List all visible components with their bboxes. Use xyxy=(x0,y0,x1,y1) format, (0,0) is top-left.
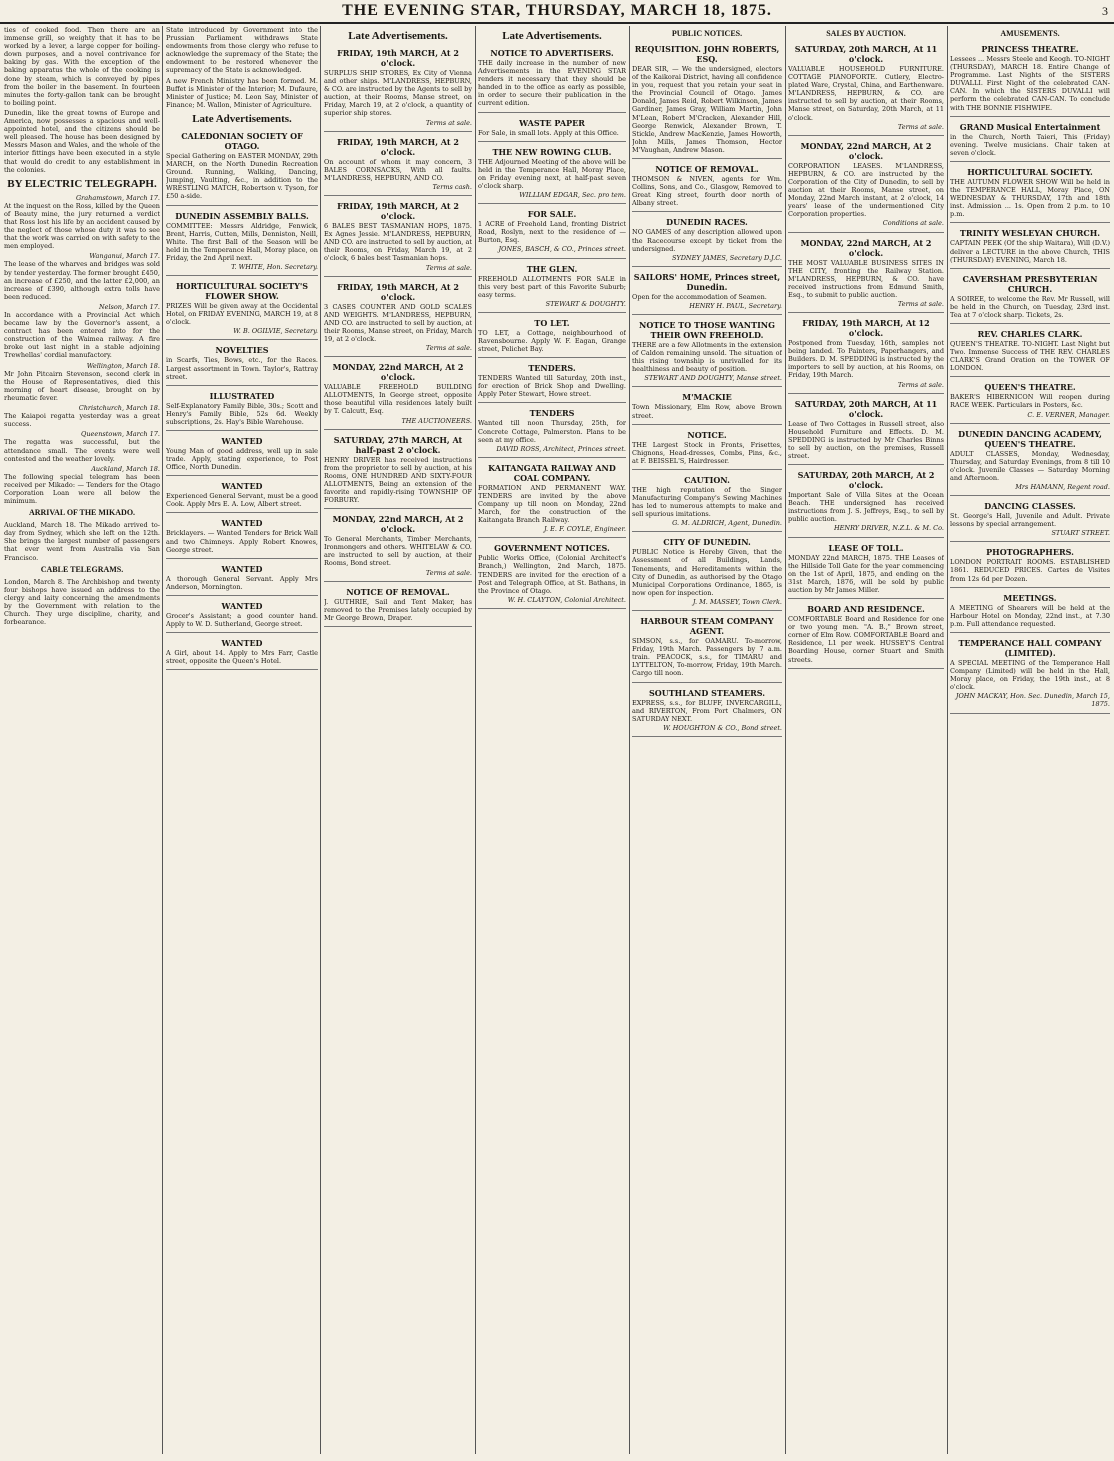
ad-heading: M'MACKIE xyxy=(682,392,732,403)
ad-heading: DUNEDIN RACES. xyxy=(666,217,748,228)
ad-body: TO LET, a Cottage, neighbourhood of Ravensbourne. Apply W. F. Eagan, Grange street, Pelichet Bay. xyxy=(478,328,626,354)
ad-body: EXPRESS, s.s., for BLUFF, INVERCARGILL, and RIVERTON, From Port Chalmers, ON SATURDAY NEXT. xyxy=(632,698,782,723)
ad-signature: DAVID ROSS, Architect, Princes street. xyxy=(496,444,626,453)
section-heading: AMUSEMENTS. xyxy=(1000,29,1060,38)
ad-body: QUEEN'S THEATRE. TO-NIGHT. Last Night but Two. Immense Success of THE REV. CHARLES CLARK'S Grand Oration on the TOWER OF LONDON. xyxy=(950,339,1110,373)
ad-heading: DUNEDIN DANCING ACADEMY, QUEEN'S THEATRE. xyxy=(958,428,1102,449)
telegraph-text: The lease of the wharves and bridges was sold by tender yesterday. The former brought £450, an increase of £250, and the latter £2,000, an increase of £390, although extra tolls have been reduced. xyxy=(4,260,160,301)
ad-body: Experienced General Servant, must be a good Cook. Apply Mrs E. A. Low, Albert street. xyxy=(166,492,318,509)
ad-body: THE Adjourned Meeting of the above will be held in the Temperance Hall, Moray Place, on Friday evening next, at half-past seven o'clock sharp. xyxy=(478,157,626,190)
ad-body: A Girl, about 14. Apply to Mrs Farr, Castle street, opposite the Queen's Hotel. xyxy=(166,649,318,666)
advertisement xyxy=(632,428,782,470)
column-auctions xyxy=(788,26,944,1454)
article-text: Dunedin, like the great towns of Europe and America, now possesses a spacious and well-appointed hotel, and the citizens should be well pleased. The house has been designed by Messrs Mason and Wales, and the whole of the interior fittings have been executed in a style that would do credit to any establishment in the colonies. xyxy=(4,108,160,174)
telegraph-text: Mr John Pitcairn Stevenson, second clerk in the House of Representatives, died this morning of heart disease, brought on by rheumatic fever. xyxy=(4,369,160,402)
advertisement xyxy=(478,461,626,539)
ad-body: 3 CASES COUNTER AND GOLD SCALES AND WEIGHTS. M'LANDRESS, HEPBURN, AND CO. are instructed to sell by auction, at their Rooms, Manse street, on Friday, March 19, at 2 o'clock. xyxy=(324,302,472,343)
advertisement xyxy=(950,591,1110,633)
ad-signature: HENRY H. PAUL, Secretary. xyxy=(689,301,782,310)
dateline: Wellington, March 18. xyxy=(86,361,160,370)
advertisement xyxy=(788,541,944,599)
ad-signature: J. E. F. COYLE, Engineer. xyxy=(543,525,626,534)
advertisement xyxy=(950,42,1110,117)
advertisement xyxy=(632,215,782,266)
section-heading: ARRIVAL OF THE MIKADO. xyxy=(28,508,136,518)
ad-heading: NOTICE OF REMOVAL. xyxy=(346,586,450,597)
ad-body: Wanted till noon Thursday, 25th, for Concrete Cottage, Palmerston. Plans to be seen at my office. xyxy=(478,419,626,444)
ad-signature: Terms at sale. xyxy=(425,568,472,577)
ad-heading: LEASE OF TOLL. xyxy=(828,542,904,553)
advertisement xyxy=(166,279,318,340)
advertisement xyxy=(478,46,626,113)
advertisement xyxy=(166,434,318,476)
ad-heading: DUNEDIN ASSEMBLY BALLS. xyxy=(175,210,309,221)
ad-heading: THE GLEN. xyxy=(526,263,578,274)
ad-body: To General Merchants, Timber Merchants, Ironmongers and others. WHITELAW & CO. are instructed to sell by auction, at their Rooms, Bond street. xyxy=(324,535,472,568)
ad-body: Young Man of good address, well up in sale trade. Apply, stating experience, to Post Office, North Dunedin. xyxy=(166,447,318,472)
section-heading: Late Advertisements. xyxy=(502,30,602,42)
dateline: Auckland, March 18. xyxy=(91,464,160,473)
ad-list xyxy=(950,42,1110,714)
advertisement xyxy=(324,433,472,510)
ad-heading: WANTED xyxy=(221,481,263,492)
ad-heading: FRIDAY, 19th MARCH, At 2 o'clock. xyxy=(337,201,459,222)
ad-signature: STEWART & DOUGHTY. xyxy=(545,299,626,308)
ad-heading: MONDAY, 22nd MARCH, At 2 o'clock. xyxy=(332,362,464,383)
ad-list xyxy=(478,46,626,609)
ad-body: J. GUTHRIE, Sail and Tent Maker, has removed to the Premises lately occupied by Mr George Brown, Draper. xyxy=(324,597,472,622)
ad-signature: W. B. OGILVIE, Secretary. xyxy=(233,327,318,336)
advertisement xyxy=(632,614,782,682)
advertisement xyxy=(478,406,626,457)
advertisement xyxy=(632,535,782,611)
advertisement xyxy=(950,636,1110,714)
section-heading: CABLE TELEGRAMS. xyxy=(40,564,124,574)
ad-body: NO GAMES of any description allowed upon the Racecourse except by ticket from the undersigned. xyxy=(632,228,782,253)
ad-heading: THE NEW ROWING CLUB. xyxy=(492,146,612,157)
ad-heading: FRIDAY, 19th MARCH, At 2 o'clock. xyxy=(337,48,459,68)
ad-heading: GRAND Musical Entertainment xyxy=(959,121,1101,132)
advertisement xyxy=(166,516,318,558)
ad-body: BAKER'S HIBERNICON Will reopen during RACE WEEK. Particulars in Posters, &c. xyxy=(950,393,1110,410)
ad-signature: JONES, BASCH, & CO., Princes street. xyxy=(498,245,626,254)
ad-body: HENRY DRIVER has received instructions from the proprietor to sell by auction, at his Rooms, ONE HUNDRED AND SIXTY-FOUR ALLOTMENTS, Being an extension of the favorite and rapidly-rising TOWNSHIP OF FORBURY. xyxy=(324,455,472,505)
ad-signature: Terms at sale. xyxy=(897,122,944,131)
advertisement xyxy=(632,270,782,315)
ad-heading: SAILORS' HOME, Princes street, Dunedin. xyxy=(633,271,781,292)
ad-heading: TEMPERANCE HALL COMPANY (LIMITED). xyxy=(958,637,1102,658)
telegraph-item xyxy=(4,465,160,505)
ad-signature: Terms at sale. xyxy=(425,344,472,353)
column-rule xyxy=(320,26,321,1454)
advertisement xyxy=(478,262,626,313)
ad-body: ADULT CLASSES, Monday, Wednesday, Thursday, and Saturday Evenings, from 8 till 10 o'clock. Juvenile Classes — Saturday Morning and Afternoon. xyxy=(950,449,1110,482)
ad-body: CAPTAIN PEEK (Of the ship Waitara), Will (D.V.) deliver a LECTURE in the above Church, THIS (THURSDAY) EVENING, March 18. xyxy=(950,239,1110,264)
column-news-ads xyxy=(166,26,318,1454)
ad-body: THE Largest Stock in Fronts, Frisettes, Chignons, Head-dresses, Combs, Pins, &c., at F. BEISSEL'S, Hairdresser. xyxy=(632,440,782,465)
ad-heading: WANTED xyxy=(221,436,263,446)
ad-body: Self-Explanatory Family Bible, 30s.; Scott and Henry's Family Bible, 52s 6d. Weekly subscriptions, 2s. Hay's Bible Warehouse. xyxy=(166,401,318,426)
ad-body: FREEHOLD ALLOTMENTS FOR SALE in this very best part of this Favorite Suburb; easy terms. xyxy=(478,274,626,299)
ad-body: A SOIREE, to welcome the Rev. Mr Russell, will be held in the Church, on Tuesday, 23rd inst. Tea at 7 o'clock sharp. Tickets, 2s. xyxy=(950,294,1110,319)
telegraph-list xyxy=(4,194,160,505)
ad-heading: TRINITY WESLEYAN CHURCH. xyxy=(959,228,1101,239)
article-text: A new French Ministry has been formed. M. Buffet is Minister of the Interior; M. Dufaure, Minister of Justice; M. Leon Say, Minister of Finance; M. Wallon, Minister of Agriculture. xyxy=(166,76,318,109)
column-news xyxy=(4,26,160,1454)
ad-body: St. George's Hall, Juvenile and Adult. Private lessons by special arrangement. xyxy=(950,512,1110,529)
advertisement xyxy=(478,541,626,609)
ad-signature: Terms at sale. xyxy=(897,299,944,308)
ad-heading: CAUTION. xyxy=(684,474,730,485)
advertisement xyxy=(632,42,782,159)
section-heading: PUBLIC NOTICES. xyxy=(671,29,743,38)
ad-heading: FOR SALE. xyxy=(527,209,577,220)
telegraph-text: The Kaiapoi regatta yesterday was a great success. xyxy=(4,412,160,429)
ad-body: COMFORTABLE Board and Residence for one or two young men. "A. B.," Brown street, corner of Elm Row. COMFORTABLE Board and Residence, L1 per week. HUSSEY'S Central Boarding House, corner Stuart and Smith streets. xyxy=(788,615,944,664)
telegraph-item xyxy=(4,194,160,251)
ad-body: FORMATION AND PERMANENT WAY. TENDERS are invited by the above Company up till noon on Monday, 22nd March, for the construction of the Kaitangata Branch Railway. xyxy=(478,483,626,525)
ad-heading: QUEEN'S THEATRE. xyxy=(984,382,1076,393)
advertisement xyxy=(950,120,1110,162)
column-rule xyxy=(947,26,948,1454)
ad-body: VALUABLE HOUSEHOLD FURNITURE. COTTAGE PIANOFORTE. Cutlery, Electro-plated Ware, Crystal, China, and Earthenware. M'LANDRESS, HEPBURN, & CO. are instructed to sell by auction, at their Rooms, Manse street, on Saturday, 20th March, at 11 o'clock. xyxy=(788,65,944,122)
ad-body: Important Sale of Villa Sites at the Ocean Beach. THE undersigned has received instructions from J. S. Jeffreys, Esq., to sell by public auction. xyxy=(788,491,944,524)
ad-heading: REQUISITION. JOHN ROBERTS, ESQ. xyxy=(634,44,780,64)
ad-heading: FRIDAY, 19th MARCH, At 12 o'clock. xyxy=(802,318,930,339)
advertisement xyxy=(324,199,472,277)
ad-heading: SATURDAY, 20th MARCH, At 11 o'clock. xyxy=(794,398,938,419)
ad-body: SURPLUS SHIP STORES, Ex City of Vienna and other ships. M'LANDRESS, HEPBURN, & CO. are instructed by the Agents to sell by auction, at their Rooms, Manse street, on Friday, March 19, at 2 o'clock, a quantity of superior ship stores. xyxy=(324,69,472,118)
ad-heading: NOTICE TO THOSE WANTING THEIR OWN FREEHOLD. xyxy=(639,319,775,340)
ad-body: THOMSON & NIVEN, agents for Wm. Collins, Sons, and Co., Glasgow, Removed to Great King street, fourth door north of Albany street. xyxy=(632,175,782,208)
ad-body: DEAR SIR, — We the undersigned, electors of the Kaikorai District, having all confidence in you, request that you retain your seat in the Provincial Council of Otago. James Donald, James Reid, Robert Wilkinson, James Gardiner, James Gray, William Martin, John M'Lean, Robert M'Cracken, Alexander Hill, George Renwick, Alexander Brown, T. Stickle, Andrew MacKenzie, James Howorth, John Mills, James Thomson, Hector M'Vaughan, Andrew Mason. xyxy=(632,65,782,154)
advertisement xyxy=(950,272,1110,324)
newspaper-title: THE EVENING STAR, THURSDAY, MARCH 18, 1875. xyxy=(342,2,772,19)
ad-body: THE high reputation of the Singer Manufacturing Company's Sewing Machines has led to numerous attempts to make and sell spurious imitations. xyxy=(632,485,782,519)
telegraph-item xyxy=(4,252,160,301)
advertisement xyxy=(788,316,944,394)
ad-signature: W. H. CLAYTON, Colonial Architect. xyxy=(507,595,626,604)
advertisement xyxy=(950,327,1110,377)
ad-heading: WANTED xyxy=(221,518,263,529)
advertisement xyxy=(166,599,318,633)
ad-heading: BOARD AND RESIDENCE. xyxy=(807,604,925,615)
ad-body: in Scarfs, Ties, Bows, etc., for the Races. Largest assortment in Town. Taylor's, Rattray street. xyxy=(166,356,318,381)
advertisement xyxy=(166,343,318,385)
ad-heading: NOTICE TO ADVERTISERS. xyxy=(490,48,614,58)
article-text: State introduced by Government into the Prussian Parliament withdraws State endowments from those clergy who refuse to acknowledge the supremacy of the State; the endowment to be restored whenever the supremacy of the State is acknowledged. xyxy=(166,26,318,75)
article-text: ties of cooked food. Then there are an immense grill, so weighty that it has to be worked by a lever, a large copper for boiling-down purposes, and a novel contrivance for baking by gas. With the exception of the baking apparatus the whole of the cooking is done by steam, which is conveyed by pipes from the boiler in the basement. In fourteen minutes the forty-gallon tank can be brought to boiling point. xyxy=(4,26,160,107)
ad-body: Special Gathering on EASTER MONDAY, 29th MARCH, on the North Dunedin Recreation Ground. Running, Walking, Dancing, Jumping, Vaulting, &c., in addition to the WRESTLING MATCH, Robertson v. Tyson, for £50 a-side. xyxy=(166,151,318,201)
ad-body: A thorough General Servant. Apply Mrs Anderson, Mornington. xyxy=(166,574,318,591)
ad-body: LONDON PORTRAIT ROOMS. ESTABLISHED 1861. REDUCED PRICES. Cartes de Visites from 12s 6d per Dozen. xyxy=(950,558,1110,583)
advertisement xyxy=(632,390,782,424)
ad-body: COMMITTEE: Messrs Aldridge, Fenwick, Brent, Harris, Cutten, Mills, Denniston, Neill, White. The first Ball of the Season will be held in the Temperance Hall, Moray place, on Friday, the 2nd April next. xyxy=(166,221,318,262)
ad-body: Lease of Two Cottages in Russell street, also Household Furniture and Effects. D. M. SPEDDING is instructed by Mr Charles Binns to sell by auction, on the premises, Russell street. xyxy=(788,419,944,460)
telegraph-item xyxy=(4,430,160,462)
column-rule xyxy=(629,26,630,1454)
ad-heading: FRIDAY, 19th MARCH, At 2 o'clock. xyxy=(337,136,459,157)
article-text: London, March 8. The Archbishop and twenty four bishops have issued an address to the clergy and laity concerning the amendments by the Government with relation to the Church. They urge discipline, charity, and forbearance. xyxy=(4,577,160,627)
ad-body: THE AUTUMN FLOWER SHOW Will be held in the TEMPERANCE HALL, Moray Place, ON WEDNESDAY & THURSDAY, 17th and 18th inst. Admission ... 1s. Open from 2 p.m. to 10 p.m. xyxy=(950,177,1110,219)
ad-signature: WILLIAM EDGAR, Sec. pro tem. xyxy=(519,191,626,200)
ad-body: PUBLIC Notice is Hereby Given, that the Assessment of all Buildings, Lands, Tenements, and Hereditaments within the City of Dunedin, as authorised by the Otago Municipal Corporations Ordinance, 1865, is now open for inspection. xyxy=(632,548,782,597)
advertisement xyxy=(950,545,1110,587)
ad-body: Lessees ... Messrs Steele and Keogh. TO-NIGHT (THURSDAY), MARCH 18. Entire Change of Programme. Last Nights of the SISTERS DUVALLI. First Night of the celebrated CAN-CAN. In which the SISTERS DUVALLI will perform the celebrated CAN-CAN. To conclude with THE BONNIE FISHWIFE. xyxy=(950,55,1110,112)
ad-heading: NOVELTIES xyxy=(215,345,269,356)
ad-signature: SYDNEY JAMES, Secretary D.J.C. xyxy=(671,253,782,262)
ad-body: Bricklayers. — Wanted Tenders for Brick Wall and two Chimneys. Apply Robert Knowes, George street. xyxy=(166,529,318,554)
ad-list xyxy=(632,42,782,737)
ad-heading: SATURDAY, 20th MARCH, At 2 o'clock. xyxy=(797,470,935,491)
advertisement xyxy=(324,280,472,358)
ad-signature: STEWART AND DOUGHTY, Manse street. xyxy=(644,374,782,383)
ad-body: MONDAY 22nd MARCH, 1875. THE Leases of the Hillside Toll Gate for the year commencing on the 1st of April, 1875, and ending on the 31st March, 1876, will be sold by public auction by Mr James Miller. xyxy=(788,553,944,594)
ad-body: A SPECIAL MEETING of the Temperance Hall Company (Limited) will be held in the Hall, Moray place, on Friday, the 19th inst., at 8 o'clock. xyxy=(950,658,1110,692)
ad-signature: HENRY DRIVER, N.Z.L. & M. Co. xyxy=(833,524,944,533)
ad-signature: C. E. VERNER, Manager. xyxy=(1027,410,1110,419)
ad-heading: MEETINGS. xyxy=(1003,592,1057,603)
ad-heading: DANCING CLASSES. xyxy=(984,501,1076,512)
ad-body: CORPORATION LEASES. M'LANDRESS, HEPBURN, & CO. are instructed by the Corporation of the City of Dunedin, to sell by auction at their Rooms, Manse street, on Monday, 22nd March instant, at 2 o'clock, 14 years' lease of the undermentioned City Corporation properties. xyxy=(788,161,944,219)
ad-heading: HARBOUR STEAM COMPANY AGENT. xyxy=(640,616,774,637)
advertisement xyxy=(478,316,626,358)
ad-heading: SATURDAY, 20th MARCH, At 11 o'clock. xyxy=(794,44,938,64)
advertisement xyxy=(788,42,944,136)
dateline: Christchurch, March 18. xyxy=(78,404,160,413)
ad-signature: THE AUCTIONEERS. xyxy=(401,416,472,425)
ad-body: Grocer's Assistant; a good counter hand. Apply to W. D. Sutherland, George street. xyxy=(166,611,318,629)
section-heading: Late Advertisements. xyxy=(192,112,292,125)
ad-list xyxy=(788,42,944,669)
ad-heading: WANTED xyxy=(221,563,263,574)
ad-body: On account of whom it may concern, 3 BALES CORNSACKS, With all faults. M'LANDRESS, HEPBURN, AND CO. xyxy=(324,157,472,182)
ad-body: VALUABLE FREEHOLD BUILDING ALLOTMENTS, In George street, opposite those beautiful villa residences lately built by T. Calcutt, Esq. xyxy=(324,383,472,416)
advertisement xyxy=(632,686,782,737)
column-amusements xyxy=(950,26,1110,1454)
ad-heading: WANTED xyxy=(221,600,263,611)
advertisement xyxy=(478,207,626,258)
ad-heading: PRINCESS THEATRE. xyxy=(981,44,1079,54)
ad-signature: T. WHITE, Hon. Secretary. xyxy=(231,262,318,271)
ad-heading: HORTICULTURAL SOCIETY. xyxy=(967,166,1093,177)
ad-heading: SOUTHLAND STEAMERS. xyxy=(648,687,765,698)
ad-signature: W. HOUGHTON & CO., Bond street. xyxy=(663,723,782,732)
ad-signature: Terms at sale. xyxy=(425,118,472,127)
advertisement xyxy=(324,585,472,627)
advertisement xyxy=(950,427,1110,496)
ad-body: 6 BALES BEST TASMANIAN HOPS, 1875. Ex Agnes Jessie. M'LANDRESS, HEPBURN, AND CO. are instructed to sell by auction, at their Rooms, on Friday, March 19, at 2 o'clock, 6 bales best Tasmanian hops. xyxy=(324,222,472,263)
advertisement xyxy=(166,209,318,277)
advertisement xyxy=(478,361,626,403)
dateline: Nelson, March 17. xyxy=(98,302,160,311)
ad-body: in the Church, North Taieri, This (Friday) evening. Twelve musicians. Chair taken at seven o'clock. xyxy=(950,132,1110,157)
ad-signature: STUART STREET. xyxy=(1051,529,1110,538)
ad-list xyxy=(166,129,318,670)
ad-body: PRIZES Will be given away at the Occidental Hotel, on FRIDAY EVENING, MARCH 19, at 8 o'clock. xyxy=(166,302,318,327)
ad-body: 1 ACRE of Freehold Land, fronting District Road, Roslyn, next to the residence of — Burton, Esq. xyxy=(478,220,626,245)
ad-heading: REV. CHARLES CLARK. xyxy=(977,328,1083,339)
ad-list xyxy=(324,46,472,627)
advertisement xyxy=(632,473,782,532)
telegraph-text: In accordance with a Provincial Act which became law by the Governor's assent, a contract has been entered into for the construction of the Waimea railway. A fire broke out last night in a stable adjoining Trewhellas' cordial manufactory. xyxy=(4,311,160,360)
telegraph-text: The following special telegram has been received per Mikado: — Tenders for the Otago Corporation Loan were all below the minimum. xyxy=(4,472,160,506)
ad-heading: GOVERNMENT NOTICES. xyxy=(494,543,610,554)
section-heading: BY ELECTRIC TELEGRAPH. xyxy=(7,177,157,190)
column-rule xyxy=(162,26,163,1454)
column-public-notices xyxy=(632,26,782,1454)
ad-body: Open for the accommodation of Seamen. xyxy=(632,292,767,301)
ad-heading: ILLUSTRATED xyxy=(209,390,275,401)
article-text: Auckland, March 18. The Mikado arrived to-day from Sydney, which she left on the 12th. She brings the largest number of passengers that ever went from Australia via San Francisco. xyxy=(4,521,160,562)
ad-body: THERE are a few Allotments in the extension of Caldon remaining unsold. The situation of this rising township is unrivalled for its healthiness and beauty of position. xyxy=(632,340,782,374)
advertisement xyxy=(324,512,472,581)
ad-body: TENDERS Wanted till Saturday, 20th inst., for erection of Brick Shop and Dwelling. Apply Peter Stewart, Howe street. xyxy=(478,374,626,399)
ad-body: SIMSON, s.s., for OAMARU. To-morrow, Friday, 19th March. Passengers by 7 a.m. train. PEACOCK, s.s., for TIMARU and LYTTELTON, To-morrow, Friday, 19th March. Cargo till noon. xyxy=(632,637,782,678)
ad-body: Town Missionary, Elm Row, above Brown street. xyxy=(632,403,782,420)
advertisement xyxy=(950,499,1110,542)
dateline: Queenstown, March 17. xyxy=(80,430,160,439)
advertisement xyxy=(632,162,782,212)
ad-signature: Terms at sale. xyxy=(897,380,944,389)
advertisement xyxy=(950,380,1110,423)
section-heading: Late Advertisements. xyxy=(348,30,448,42)
ad-heading: MONDAY, 22nd MARCH, At 2 o'clock. xyxy=(800,140,932,161)
telegraph-item xyxy=(4,404,160,428)
telegraph-item xyxy=(4,303,160,360)
ad-heading: TO LET. xyxy=(534,317,570,328)
ad-signature: Terms cash. xyxy=(432,182,472,191)
advertisement xyxy=(166,129,318,206)
section-heading: SALES BY AUCTION. xyxy=(826,29,906,38)
ad-body: Public Works Office, (Colonial Architect's Branch,) Wellington, 2nd March, 1875. TENDERS are invited for the erection of a Post and Telegraph Office, at St. Bathans, in the Province of Otago. xyxy=(478,554,626,595)
column-late-ads xyxy=(324,26,472,1454)
advertisement xyxy=(166,636,318,670)
ad-heading: CALEDONIAN SOCIETY OF OTAGO. xyxy=(181,130,303,151)
ad-heading: TENDERS. xyxy=(528,363,576,374)
advertisement xyxy=(788,602,944,669)
ad-signature: JOHN MACKAY, Hon. Sec. Dunedin, March 15, 1875. xyxy=(955,692,1110,709)
ad-body: Postponed from Tuesday, 16th, samples not being landed. To Painters, Paperhangers, and Builders. D. M. SPEDDING is instructed by the importers to sell by auction, at his Rooms, on Friday, 19th March. xyxy=(788,339,944,380)
ad-heading: WASTE PAPER xyxy=(519,117,585,128)
column-rule xyxy=(475,26,476,1454)
advertisement xyxy=(788,139,944,233)
advertisement xyxy=(788,236,944,314)
ad-heading: NOTICE. xyxy=(687,429,727,440)
ad-heading: CITY OF DUNEDIN. xyxy=(663,537,751,548)
ad-heading: MONDAY, 22nd MARCH, At 2 o'clock. xyxy=(332,514,464,535)
ad-signature: Terms at sale. xyxy=(425,263,472,272)
ad-heading: MONDAY, 22nd MARCH, At 2 o'clock. xyxy=(800,237,932,258)
advertisement xyxy=(478,116,626,142)
advertisement xyxy=(632,318,782,387)
telegraph-text: At the inquest on the Ross, killed by the Queen of Beauty mine, the jury returned a verdict that Ross lost his life by an accident caused by the neglect of those whose duty it was to see that the work was carried on with safety to the men employed. xyxy=(4,201,160,251)
advertisement xyxy=(166,479,318,513)
ad-heading: TENDERS xyxy=(529,408,575,419)
ad-body: THE daily increase in the number of new Advertisements in the EVENING STAR renders it necessary that they should be handed in to the office as early as possible, in order to secure their publication in the current edition. xyxy=(478,59,626,108)
ad-heading: NOTICE OF REMOVAL. xyxy=(655,164,759,175)
dateline: Grahamstown, March 17. xyxy=(75,193,160,202)
telegraph-text: The regatta was successful, but the attendance small. The events were well contested and the weather lovely. xyxy=(4,438,160,463)
column-late-ads-2 xyxy=(478,26,626,1454)
masthead xyxy=(0,0,1114,24)
ad-signature: J. M. MASSEY, Town Clerk. xyxy=(692,597,782,606)
advertisement xyxy=(324,135,472,196)
ad-body: A MEETING of Shearers will be held at the Harbour Hotel on Monday, 22nd inst., at 7.30 p.m. Full attendance requested. xyxy=(950,603,1110,628)
ad-body: THE MOST VALUABLE BUSINESS SITES IN THE CITY, fronting the Railway Station. M'LANDRESS, HEPBURN, & CO. have received instructions from Edmund Smith, Esq., to submit to public auction. xyxy=(788,258,944,299)
ad-heading: WANTED xyxy=(221,638,263,649)
advertisement xyxy=(950,165,1110,223)
advertisement xyxy=(324,46,472,132)
ad-heading: FRIDAY, 19th MARCH, At 2 o'clock. xyxy=(337,281,459,302)
advertisement xyxy=(950,226,1110,268)
column-rule xyxy=(785,26,786,1454)
telegraph-item xyxy=(4,362,160,402)
advertisement xyxy=(788,397,944,465)
ad-heading: HORTICULTURAL SOCIETY'S FLOWER SHOW. xyxy=(175,281,309,302)
page-number: 3 xyxy=(1102,4,1108,18)
ad-heading: KAITANGATA RAILWAY AND COAL COMPANY. xyxy=(488,462,616,483)
ad-heading: CAVERSHAM PRESBYTERIAN CHURCH. xyxy=(962,273,1098,294)
ad-signature: Mrs HAMANN, Regent road. xyxy=(1015,483,1110,491)
ad-signature: G. M. ALDRICH, Agent, Dunedin. xyxy=(672,519,782,528)
advertisement xyxy=(166,562,318,596)
ad-heading: PHOTOGRAPHERS. xyxy=(986,547,1074,558)
ad-signature: Conditions at sale. xyxy=(882,219,944,228)
advertisement xyxy=(478,145,626,204)
dateline: Wanganui, March 17. xyxy=(89,252,160,261)
advertisement xyxy=(788,468,944,537)
advertisement xyxy=(166,389,318,431)
advertisement xyxy=(324,360,472,429)
ad-body: For Sale, in small lots. Apply at this Office. xyxy=(478,128,619,137)
ad-heading: SATURDAY, 27th MARCH, At half-past 2 o'clock. xyxy=(333,434,463,455)
